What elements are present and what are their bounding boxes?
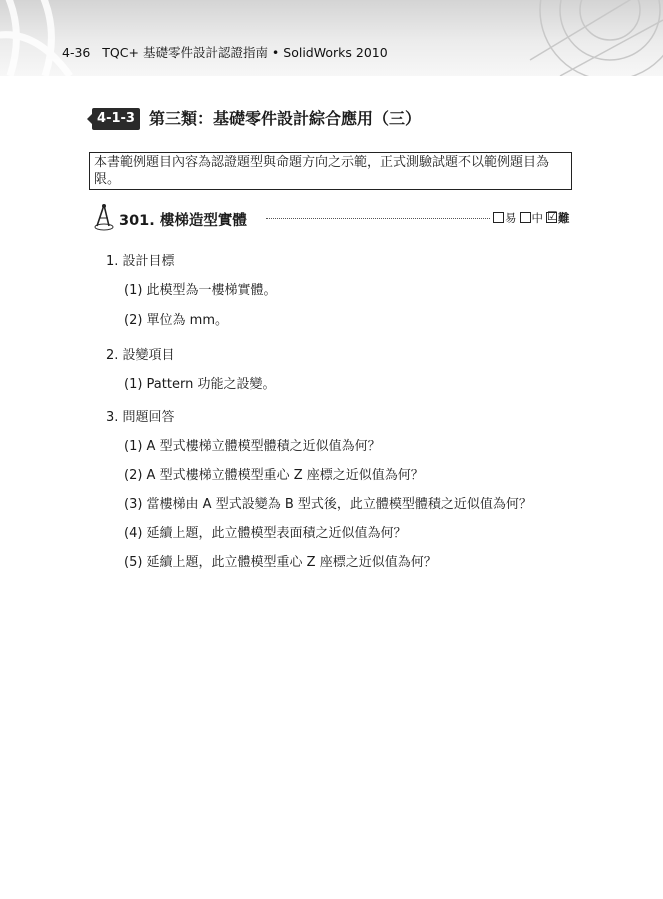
page-number: 4-36 xyxy=(62,45,91,60)
section-number-badge: 4-1-3 xyxy=(92,108,140,130)
section-title: 第三類：基礎零件設計綜合應用（三） xyxy=(149,109,422,128)
list-item: (4) 延續上題，此立體模型表面積之近似值為何？ xyxy=(124,526,407,541)
page-header xyxy=(0,0,663,76)
difficulty-medium-label: 中 xyxy=(531,211,543,225)
checkmark-icon: ☑ xyxy=(547,209,558,223)
section-heading-questions: 3. 問題回答 xyxy=(106,410,175,425)
list-item: (1) 此模型為一樓梯實體。 xyxy=(124,283,277,298)
notice-box xyxy=(89,152,572,190)
list-item: (3) 當樓梯由 A 型式設變為 B 型式後，此立體模型體積之近似值為何？ xyxy=(124,497,532,512)
list-item: (2) 單位為 mm。 xyxy=(124,313,229,328)
list-item: (2) A 型式樓梯立體模型重心 Z 座標之近似值為何？ xyxy=(124,468,424,483)
difficulty-easy-checkbox xyxy=(493,212,504,223)
drafting-compass-icon xyxy=(92,202,116,232)
header-decoration xyxy=(0,0,663,76)
difficulty-hard-label: 難 xyxy=(558,211,570,225)
difficulty-checkboxes xyxy=(493,210,573,226)
list-item: (1) A 型式樓梯立體模型體積之近似值為何？ xyxy=(124,439,381,454)
question-title: 301. 樓梯造型實體 xyxy=(119,213,247,229)
running-header xyxy=(62,43,388,61)
difficulty-hard-checkbox xyxy=(546,209,558,223)
question-header xyxy=(92,202,574,232)
book-title: TQC+ 基礎零件設計認證指南 • SolidWorks 2010 xyxy=(102,45,388,60)
list-item: (1) Pattern 功能之設變。 xyxy=(124,377,276,392)
difficulty-medium-checkbox xyxy=(520,212,531,223)
dotted-leader xyxy=(266,218,490,219)
section-heading-design-change: 2. 設變項目 xyxy=(106,348,175,363)
list-item: (5) 延續上題，此立體模型重心 Z 座標之近似值為何？ xyxy=(124,555,437,570)
difficulty-easy-label: 易 xyxy=(505,211,517,225)
section-heading-design-goal: 1. 設計目標 xyxy=(106,254,175,269)
notice-text: 本書範例題目內容為認證題型與命題方向之示範，正式測驗試題不以範例題目為限。 xyxy=(94,155,550,187)
